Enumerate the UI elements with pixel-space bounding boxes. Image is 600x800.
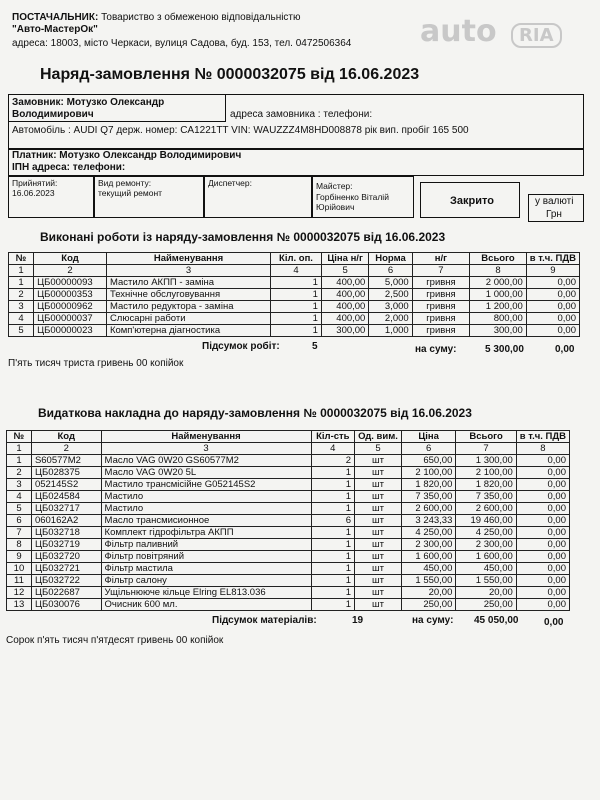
table-cell: 20,00	[456, 587, 516, 599]
table-cell: 4	[9, 313, 34, 325]
currency-label: у валюті	[535, 196, 574, 207]
table-cell: Мастило редуктора - заміна	[106, 301, 270, 313]
table-cell: 5	[9, 325, 34, 337]
table-row	[7, 575, 570, 587]
table-row	[7, 551, 570, 563]
works-title: Виконані роботи із наряду-замовлення № 0000032075 від 16.06.2023	[40, 230, 446, 244]
table-row	[7, 527, 570, 539]
works-header: Код	[34, 253, 107, 265]
works-col-number: 9	[526, 265, 579, 277]
table-cell: 2	[311, 455, 355, 467]
table-cell: 0,00	[526, 325, 579, 337]
table-cell: 0,00	[526, 277, 579, 289]
works-vat: 0,00	[555, 344, 575, 355]
materials-total-count: 19	[352, 615, 364, 626]
table-cell: шт	[355, 503, 402, 515]
materials-col-number: 6	[401, 443, 455, 455]
materials-col-number: 7	[456, 443, 516, 455]
master-label: Майстер:	[316, 181, 353, 191]
table-cell: 1	[271, 301, 322, 313]
table-row	[7, 503, 570, 515]
table-cell: гривня	[412, 301, 470, 313]
works-col-number: 1	[9, 265, 34, 277]
table-cell: 10	[7, 563, 32, 575]
table-cell: шт	[355, 587, 402, 599]
table-cell: 2	[7, 467, 32, 479]
works-header: №	[9, 253, 34, 265]
order-title: Наряд-замовлення № 0000032075 від 16.06.2023	[40, 66, 420, 83]
table-cell: Очисник 600 мл.	[101, 599, 311, 611]
table-cell: 5	[7, 503, 32, 515]
table-row	[7, 539, 570, 551]
table-cell: ЦБ030076	[31, 599, 101, 611]
table-cell: 1	[311, 479, 355, 491]
table-cell: 1	[311, 503, 355, 515]
table-row	[7, 467, 570, 479]
table-cell: 0,00	[516, 491, 569, 503]
table-cell: 7 350,00	[456, 491, 516, 503]
table-cell: Технічне обслуговування	[106, 289, 270, 301]
table-cell: 2,500	[369, 289, 412, 301]
works-total-label: Підсумок робіт:	[202, 341, 280, 352]
works-number-row	[9, 265, 580, 277]
materials-body	[7, 455, 570, 611]
table-cell: ЦБ032721	[31, 563, 101, 575]
table-cell: 1 600,00	[401, 551, 455, 563]
table-cell: 400,00	[321, 301, 368, 313]
table-row	[9, 301, 580, 313]
table-cell: гривня	[412, 277, 470, 289]
table-row	[9, 325, 580, 337]
table-row	[7, 587, 570, 599]
table-row	[7, 479, 570, 491]
table-cell: шт	[355, 551, 402, 563]
materials-header: Найменування	[101, 431, 311, 443]
table-cell: 5,000	[369, 277, 412, 289]
table-cell: 7	[7, 527, 32, 539]
table-cell: 3 243,33	[401, 515, 455, 527]
table-cell: 4	[7, 491, 32, 503]
table-cell: 2	[9, 289, 34, 301]
materials-sum: 45 050,00	[474, 615, 519, 626]
table-cell: 3,000	[369, 301, 412, 313]
table-cell: 800,00	[470, 313, 527, 325]
table-cell: 0,00	[516, 515, 569, 527]
table-cell: 0,00	[526, 301, 579, 313]
works-header: Кіл. оп.	[271, 253, 322, 265]
table-cell: ЦБ024584	[31, 491, 101, 503]
works-table	[8, 252, 580, 337]
table-cell: 1	[7, 455, 32, 467]
table-row	[7, 455, 570, 467]
table-cell: ЦБ022687	[31, 587, 101, 599]
table-row	[7, 599, 570, 611]
materials-header: Всього	[456, 431, 516, 443]
watermark-text: auto	[420, 14, 497, 49]
table-cell: шт	[355, 467, 402, 479]
works-sum-words: П'ять тисяч триста гривень 00 копійок	[8, 358, 184, 369]
repair-label: Вид ремонту:	[98, 178, 152, 188]
table-cell: Слюсарні работи	[106, 313, 270, 325]
table-cell: 1	[311, 467, 355, 479]
table-cell: 12	[7, 587, 32, 599]
table-cell: 0,00	[516, 527, 569, 539]
currency-value: Грн	[546, 209, 562, 220]
table-cell: 2 300,00	[401, 539, 455, 551]
table-cell: ЦБ032719	[31, 539, 101, 551]
table-cell: ЦБ00000962	[34, 301, 107, 313]
table-cell: 400,00	[321, 277, 368, 289]
table-cell: 1	[311, 587, 355, 599]
table-cell: 1 000,00	[470, 289, 527, 301]
works-sum-label: на суму:	[415, 344, 457, 355]
watermark-badge: RIA	[511, 23, 562, 48]
table-cell: 300,00	[470, 325, 527, 337]
supplier-block	[12, 12, 301, 24]
table-cell: 1	[311, 539, 355, 551]
table-cell: 0,00	[516, 467, 569, 479]
table-cell: 2 600,00	[456, 503, 516, 515]
table-cell: Фільтр мастила	[101, 563, 311, 575]
table-cell: Фільтр паливний	[101, 539, 311, 551]
table-cell: 2,000	[369, 313, 412, 325]
table-cell: 1	[271, 313, 322, 325]
table-cell: 13	[7, 599, 32, 611]
accepted-date: 16.06.2023	[12, 188, 55, 198]
table-cell: 7 350,00	[401, 491, 455, 503]
table-row	[9, 277, 580, 289]
table-cell: Комплект гідрофільтра АКПП	[101, 527, 311, 539]
table-cell: 2 100,00	[401, 467, 455, 479]
table-cell: 0,00	[516, 563, 569, 575]
table-row	[7, 491, 570, 503]
materials-sum-label: на суму:	[412, 615, 454, 626]
table-cell: 0,00	[516, 479, 569, 491]
materials-total-label: Підсумок матеріалів:	[212, 615, 317, 626]
table-cell: 0,00	[516, 539, 569, 551]
materials-col-number: 3	[101, 443, 311, 455]
table-cell: 0,00	[516, 599, 569, 611]
materials-number-row	[7, 443, 570, 455]
table-cell: Мастило	[101, 491, 311, 503]
table-cell: 0,00	[526, 313, 579, 325]
table-cell: Мастило АКПП - заміна	[106, 277, 270, 289]
works-col-number: 8	[470, 265, 527, 277]
works-header-row	[9, 253, 580, 265]
supplier-brand: "Авто-МастерОк"	[12, 24, 98, 35]
table-cell: ЦБ032718	[31, 527, 101, 539]
table-cell: 1 200,00	[470, 301, 527, 313]
table-cell: 1	[311, 527, 355, 539]
table-cell: Масло трансмисионное	[101, 515, 311, 527]
table-cell: 1 820,00	[456, 479, 516, 491]
works-body	[9, 277, 580, 337]
works-col-number: 3	[106, 265, 270, 277]
table-cell: 2 600,00	[401, 503, 455, 515]
table-cell: шт	[355, 539, 402, 551]
table-cell: Комп'ютерна діагностика	[106, 325, 270, 337]
works-header: Всього	[470, 253, 527, 265]
payer-label: Платник: Мотузко Олександр Володимирович	[12, 150, 242, 161]
works-header: в т.ч. ПДВ	[526, 253, 579, 265]
repair-value: текущий ремонт	[98, 188, 163, 198]
works-col-number: 5	[321, 265, 368, 277]
works-col-number: 6	[369, 265, 412, 277]
supplier-address: адреса: 18003, місто Черкаси, вулиця Садова, буд. 153, тел. 0472506364	[12, 38, 352, 49]
table-cell: 250,00	[401, 599, 455, 611]
table-cell: 060162A2	[31, 515, 101, 527]
table-row	[7, 515, 570, 527]
table-row	[9, 313, 580, 325]
materials-header-row	[7, 431, 570, 443]
materials-col-number: 4	[311, 443, 355, 455]
supplier-name: Товариство з обмеженою відповідальністю	[101, 12, 301, 23]
table-cell: 0,00	[516, 575, 569, 587]
dispatcher-label: Диспетчер:	[208, 178, 252, 188]
materials-vat: 0,00	[544, 617, 564, 628]
master-name-2: Юрійович	[316, 202, 355, 212]
table-cell: 400,00	[321, 289, 368, 301]
watermark-logo	[420, 14, 562, 49]
table-cell: 1	[9, 277, 34, 289]
table-cell: шт	[355, 599, 402, 611]
table-cell: шт	[355, 491, 402, 503]
works-col-number: 2	[34, 265, 107, 277]
closed-status: Закрито	[450, 195, 494, 207]
materials-col-number: 8	[516, 443, 569, 455]
table-cell: 1	[271, 325, 322, 337]
table-cell: 1 300,00	[456, 455, 516, 467]
table-cell: 3	[9, 301, 34, 313]
table-cell: 400,00	[321, 313, 368, 325]
materials-header: Од. вим.	[355, 431, 402, 443]
table-cell: 1	[311, 599, 355, 611]
table-row	[9, 289, 580, 301]
master-name-1: Горбіненко Віталій	[316, 192, 389, 202]
table-cell: ЦБ032722	[31, 575, 101, 587]
table-cell: ЦБ00000023	[34, 325, 107, 337]
table-cell: ЦБ032720	[31, 551, 101, 563]
works-header: Найменування	[106, 253, 270, 265]
works-header: н/г	[412, 253, 470, 265]
works-total-count: 5	[312, 341, 318, 352]
table-cell: 0,00	[526, 289, 579, 301]
table-cell: 8	[7, 539, 32, 551]
table-cell: 1	[311, 551, 355, 563]
works-col-number: 7	[412, 265, 470, 277]
table-cell: гривня	[412, 325, 470, 337]
table-cell: шт	[355, 527, 402, 539]
table-cell: 3	[7, 479, 32, 491]
table-cell: Масло VAG 0W20 GS60577M2	[101, 455, 311, 467]
table-cell: 1 550,00	[401, 575, 455, 587]
table-cell: Масло VAG 0W20 5L	[101, 467, 311, 479]
table-cell: 20,00	[401, 587, 455, 599]
table-cell: 300,00	[321, 325, 368, 337]
table-cell: Фільтр повітряний	[101, 551, 311, 563]
table-cell: шт	[355, 515, 402, 527]
materials-header: Кіл-сть	[311, 431, 355, 443]
table-cell: Ущільнююче кільце Elring EL813.036	[101, 587, 311, 599]
table-cell: 2 300,00	[456, 539, 516, 551]
works-header: Ціна н/г	[321, 253, 368, 265]
works-header: Норма	[369, 253, 412, 265]
materials-header: в т.ч. ПДВ	[516, 431, 569, 443]
table-cell: 450,00	[456, 563, 516, 575]
accepted-label: Прийнятий:	[12, 178, 58, 188]
supplier-label: ПОСТАЧАЛЬНИК:	[12, 12, 99, 23]
materials-header: Ціна	[401, 431, 455, 443]
table-cell: Фільтр салону	[101, 575, 311, 587]
table-cell: 9	[7, 551, 32, 563]
table-cell: 1	[271, 289, 322, 301]
materials-table	[6, 430, 570, 611]
table-cell: 6	[311, 515, 355, 527]
table-cell: 2 000,00	[470, 277, 527, 289]
table-cell: 0,00	[516, 587, 569, 599]
table-cell: 1 600,00	[456, 551, 516, 563]
table-cell: 19 460,00	[456, 515, 516, 527]
payer-ipn: ІПН адреса: телефони:	[12, 162, 126, 173]
table-cell: гривня	[412, 313, 470, 325]
table-cell: 052145S2	[31, 479, 101, 491]
table-cell: шт	[355, 455, 402, 467]
table-cell: 4 250,00	[401, 527, 455, 539]
table-cell: 1 820,00	[401, 479, 455, 491]
materials-title: Видаткова накладна до наряду-замовлення № 0000032075 від 16.06.2023	[38, 406, 472, 420]
customer-address: адреса замовника : телефони:	[230, 109, 373, 120]
table-cell: 1 550,00	[456, 575, 516, 587]
table-cell: 1	[271, 277, 322, 289]
table-row	[7, 563, 570, 575]
customer-car: Автомобіль : AUDI Q7 держ. номер: CA1221TT VIN: WAUZZZ4M8HD008878 рік вип. пробіг 165 500	[12, 125, 469, 136]
table-cell: 0,00	[516, 503, 569, 515]
table-cell: 450,00	[401, 563, 455, 575]
materials-col-number: 5	[355, 443, 402, 455]
works-sum: 5 300,00	[485, 344, 524, 355]
table-cell: 1,000	[369, 325, 412, 337]
works-col-number: 4	[271, 265, 322, 277]
table-cell: шт	[355, 563, 402, 575]
table-cell: ЦБ028375	[31, 467, 101, 479]
table-cell: S60577M2	[31, 455, 101, 467]
table-cell: 650,00	[401, 455, 455, 467]
table-cell: шт	[355, 479, 402, 491]
materials-sum-words: Сорок п'ять тисяч п'ятдесят гривень 00 копійок	[6, 635, 224, 646]
materials-header: №	[7, 431, 32, 443]
table-cell: 1	[311, 563, 355, 575]
table-cell: ЦБ00000037	[34, 313, 107, 325]
table-cell: 11	[7, 575, 32, 587]
table-cell: 0,00	[516, 551, 569, 563]
customer-label-2: Володимирович	[12, 109, 94, 120]
materials-header: Код	[31, 431, 101, 443]
materials-col-number: 1	[7, 443, 32, 455]
table-cell: ЦБ00000093	[34, 277, 107, 289]
materials-col-number: 2	[31, 443, 101, 455]
table-cell: шт	[355, 575, 402, 587]
table-cell: Мастило трансмісійне G052145S2	[101, 479, 311, 491]
table-cell: 6	[7, 515, 32, 527]
table-cell: ЦБ00000353	[34, 289, 107, 301]
table-cell: 2 100,00	[456, 467, 516, 479]
table-cell: 4 250,00	[456, 527, 516, 539]
customer-label: Замовник: Мотузко Олександр	[12, 97, 165, 108]
table-cell: гривня	[412, 289, 470, 301]
table-cell: 1	[311, 491, 355, 503]
table-cell: 1	[311, 575, 355, 587]
table-cell: 250,00	[456, 599, 516, 611]
table-cell: Мастило	[101, 503, 311, 515]
table-cell: ЦБ032717	[31, 503, 101, 515]
table-cell: 0,00	[516, 455, 569, 467]
